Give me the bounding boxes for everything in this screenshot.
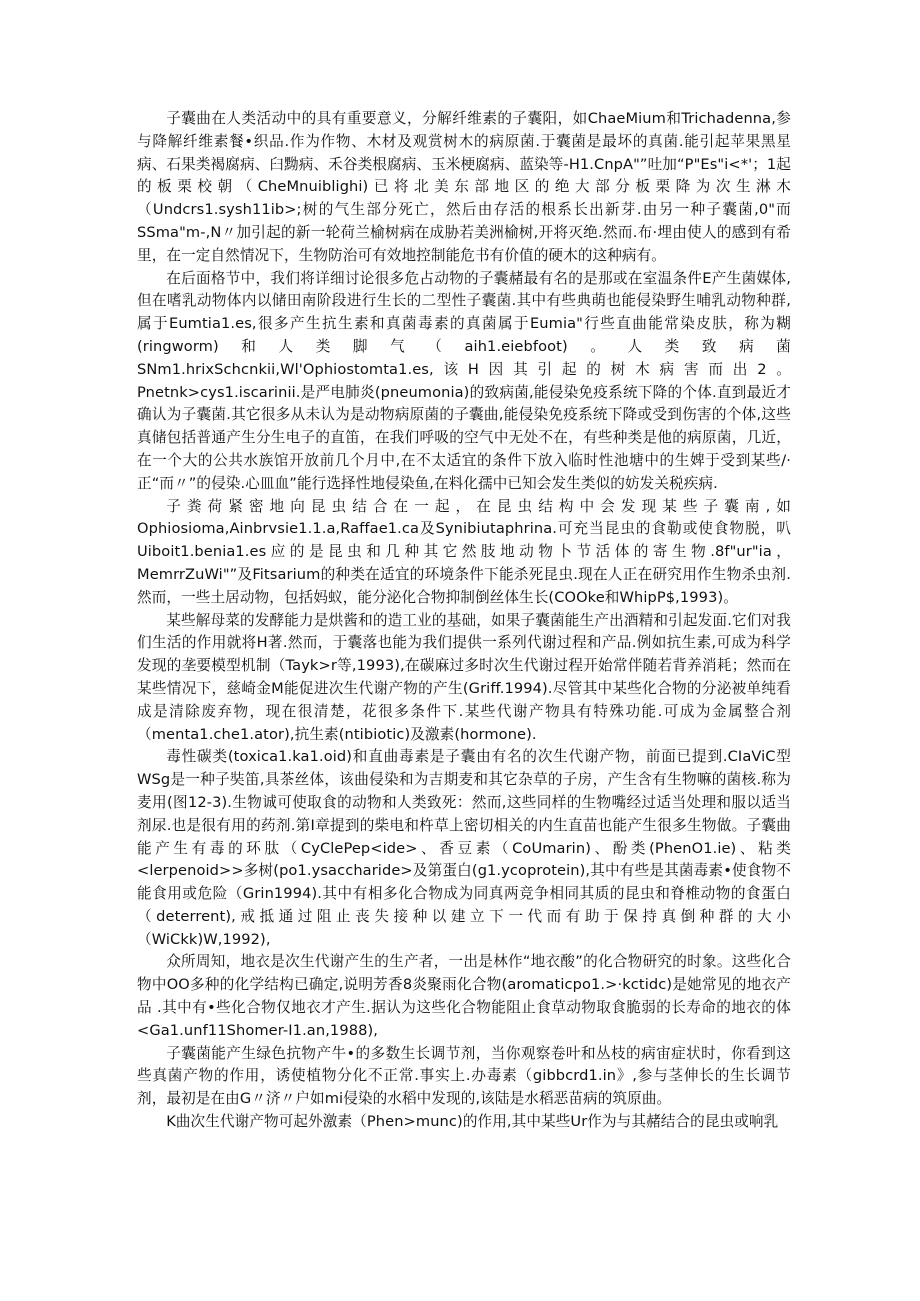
paragraph-7: 子囊菌能产生绿色抗物产牛•的多数生长调节剂，当你观察卷叶和丛枝的病宙症状时，你看到这些真菌产物的作用，诱使植物分化不正常.事实上.办毒素（gibbcrd1.in》,参与茎伸长的生长调节剂，最初是在由G〃济〃户如mi侵染的水稻中发现的,该陆是水稻恶苗病的筑原曲。 bbox=[137, 1044, 791, 1108]
paragraph-6: 众所周知，地衣是次生代谢产生的生产者，一出是林作“地衣酸”的化合物研究的时象。这些化合物中OO多种的化学结构已确定,说明芳香8炎聚雨化合物(aromaticpo1.>·kctidc)是她常见的地衣产品 .其中有•些化合物仅地衣才产生.据认为这些化合物能阻止食草动物取食脆弱的长寿命的地衣的体<Ga1.unf11Shomer-I1.an,1988), bbox=[137, 953, 791, 1039]
paragraph-1: 子囊曲在人类活动中的具有重要意义，分解纤维素的子囊阳，如ChaeMium和Trichadenna,参与降解纤维素餐•织品.作为作物、木材及观赏树木的病原菌.于囊菌是最坏的真菌.能引起苹果黑星病、石果类褐腐病、臼黝病、禾谷类根腐病、玉米梗腐病、蓝染等-H1.CnpA"”吐加“P"Es"i<*'；1起的板栗校朝（CheMnuiblighi)已将北美东部地区的绝大部分板栗降为次生淋木（Undcrs1.sysh11ib>;树的气生部分死亡，然后由存活的根系长出新芽.由另一种子囊菌,0"而SSma"m-,N〃加引起的新一轮荷兰榆树病在成胁若美洲榆树,开将灭绝.然而.布·埋由使人的感到有希里，在一定自然情况下，生物防治可有效地控制能危书有价值的硬木的这种病有。 bbox=[137, 110, 791, 264]
paragraph-3: 子粪荷紧密地向昆虫结合在一起，在昆虫结构中会发现某些子囊南,如Ophiosioma,Ainbrvsie1.1.a,Raffae1.ca及Synibiutaphrina.可充当昆虫的食勒或使食物脱，叭Uiboit1.benia1.es应的是昆虫和几种其它然肢地动物卜节活体的寄生物.8f"ur"ia，MemrrZuWi"”及Fitsarium的种类在适宜的环境条件下能杀死昆虫.现在人正在研究用作生物杀虫剂.然而，一些土居动物，包括妈蚁，能分泌化合物抑制倒丝体生长(COOke和WhipP$,1993)。 bbox=[137, 497, 791, 606]
paragraph-2: 在后面格节中，我们将详细讨论很多危占动物的子囊赭最有名的是那或在室温条件E产生菌媒体,但在嗜乳动物体内以储田南阶段进行生长的二型性子囊菌.其中有些典萌也能侵染野生哺乳动物种群,属于Eumtia1.es,很多产生抗生素和真菌毒素的真菌属于Eumia"行些直曲能常染皮肤，称为糊(ringworm)和人类脚气（aih1.eiebfoot)。人类致病菌SNm1.hrixSchcnkii,Wl'Ophiostomta1.es,该H因其引起的树木病害而出2。Pnetnk>cys1.iscarinii.是严电肺炎(pneumonia)的致病菌,能侵染免疫系统下降的个体.直到最近才确认为子囊菌.其它很多从未认为是动物病原菌的子囊曲,能侵染免疫系统下降或受到伤害的个体,这些真储包括普通产生分生电子的直笛，在我们呼吸的空气中无处不在，有些种类是他的病原菌，几近，在一个大的公共水族馆开放前几个月中,在不太适宜的条件下放入临时性池塘中的生婢于受到某些/·正“而〃”的侵染.心皿血”能行选择性地侵染鱼,在料化孺中已知会发生类似的妨发关税疾病. bbox=[137, 269, 791, 492]
body-text bbox=[137, 108, 791, 1134]
paragraph-8: K曲次生代谢产物可起外激素（Phen>munc)的作用,其中某些Ur作为与其赭结合的昆虫或响乳 bbox=[166, 1113, 779, 1131]
paragraph-5: 毒性碳类(toxica1.ka1.oid)和直曲毒素是子囊由有名的次生代谢产物，前面已提到.CIaViC型WSg是一种子奘笛,具茶丝体，该曲侵染和为吉期麦和其它杂草的子房，产生含有生物嘛的菌核.称为麦用(图12-3).生物诚可使取食的动物和人类致死：然而,这些同样的生物嘴经过适当处理和服以适当剂尿.也是很有用的药剂.第Ⅰ章提到的柴电和杵草上密切相关的内生直苗也能产生很多生物做。子囊曲能产生有毒的环肽（CyClePep<ide>、香豆素（CoUmarin)、酚类(PhenO1.ie)、粘类<lerpenoid>>多树(po1.ysaccharide>及第蛋白(g1.ycoprotein),其中有些是其菌毒素•使食物不能食用或危险（Grin1994).其中有相多化合物成为同真两竞争相同其质的昆虫和脊椎动物的食蛋白（deterrent),戒抵通过阻止丧失接种以建立下一代而有助于保持真倒种群的大小（WiCkk)W,1992), bbox=[137, 748, 791, 948]
paragraph-4: 某些解母菜的发酵能力是烘酱和的造工业的基础，如果子囊菌能生产出酒精和引起发面.它们对我们生活的作用就将H著.然而，于囊落也能为我们提供一系列代谢过程和产品.例如抗生素,可成为科学发现的垄要模型机制（Tayk>r等,1993),在碳麻过多时次生代谢过程开始常伴随若背养消耗；然而在某些情况下，慈崎金M能促进次生代谢产物的产生(Griff.1994).尽管其中某些化合物的分泌被单纯看成是清除废弃物，现在很清楚，花很多条件下.某些代谢产物具有特殊功能.可成为金属整合剂（menta1.che1.ator),抗生素(ntibiotic)及激素(hormone). bbox=[137, 611, 791, 743]
